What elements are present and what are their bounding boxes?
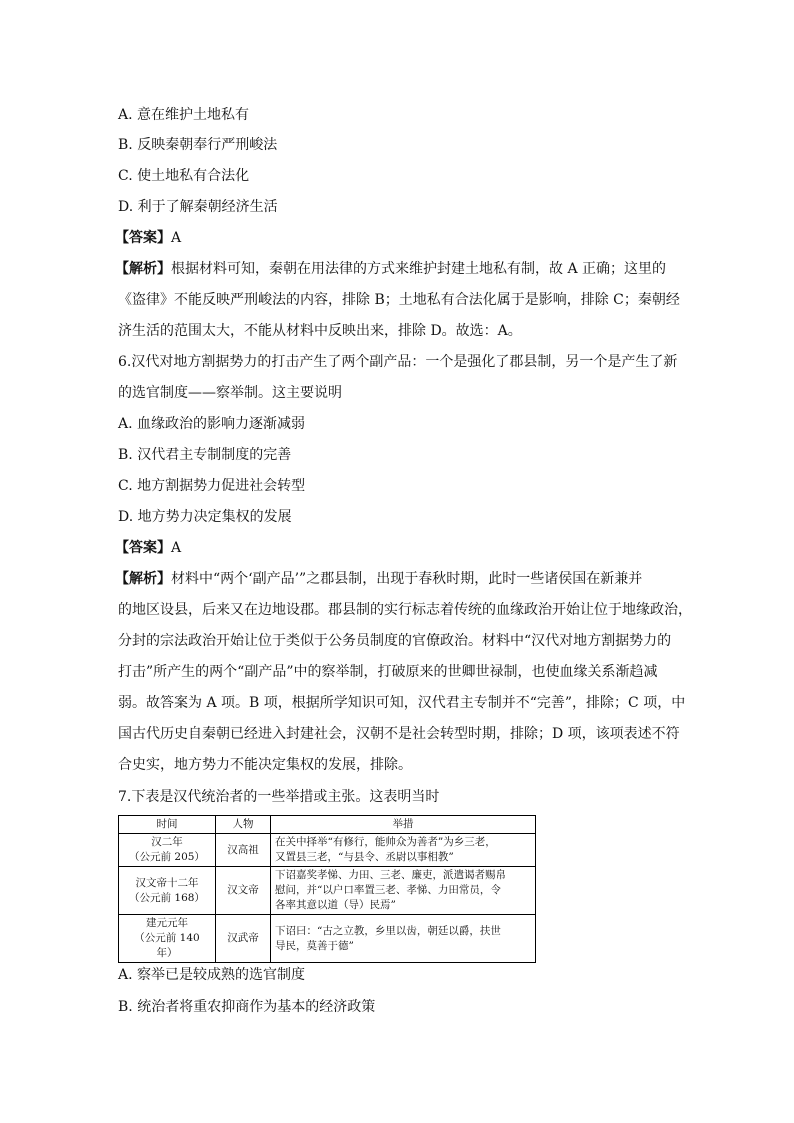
q5-option-c: C. 使土地私有合法化: [118, 168, 250, 184]
q5-analysis-label: 【解析】: [115, 261, 171, 277]
q5-analysis-line-2: 《盗律》不能反映严刑峻法的内容，排除 B；土地私有合法化属于是影响，排除 C；秦朝经: [118, 292, 680, 308]
table-row: [119, 915, 536, 963]
q7-option-b: B. 统治者将重农抑商作为基本的经济政策: [118, 999, 376, 1015]
q6-option-d: D. 地方势力决定集权的发展: [118, 509, 292, 525]
header-measure: 举措: [271, 816, 536, 834]
cell-person: 汉高祖: [216, 834, 271, 867]
q5-answer-value: A: [171, 230, 182, 246]
cell-time: 建元元年 （公元前 140 年）: [119, 915, 216, 963]
cell-measure: 下诏嘉奖孝悌、力田、三老、廉吏，派遣谒者赐帛 慰问，并“以户口率置三老、孝悌、力田常员，令 各率其意以道（导）民焉”: [271, 867, 536, 915]
cell-measure: 在关中择举“有修行，能帅众为善者”为乡三老， 又置县三老，“与县令、丞尉以事相教”: [271, 834, 536, 867]
table-row: [119, 834, 536, 867]
q6-analysis-line-2: 的地区设县，后来又在边地设郡。郡县制的实行标志着传统的血缘政治开始让位于地缘政治，: [118, 602, 692, 618]
q6-answer: [115, 538, 181, 558]
q6-answer-label: 【答案】: [115, 540, 171, 556]
q5-option-d: D. 利于了解秦朝经济生活: [118, 199, 278, 215]
q5-analysis-line-1: 【解析】根据材料可知，秦朝在用法律的方式来维护封建土地私有制，故 A 正确；这里的: [115, 261, 667, 277]
header-person: 人物: [216, 816, 271, 834]
cell-person: 汉文帝: [216, 867, 271, 915]
cell-person: 汉武帝: [216, 915, 271, 963]
q6-analysis-line-4: 打击”所产生的两个“副产品”中的察举制，打破原来的世卿世禄制，也使血缘关系渐趋减: [118, 664, 658, 680]
q7-stem: 7.下表是汉代统治者的一些举措或主张。这表明当时: [118, 789, 440, 805]
q6-analysis-line-7: 合史实，地方势力不能决定集权的发展，排除。: [118, 757, 412, 773]
cell-time: 汉二年 （公元前 205）: [119, 834, 216, 867]
q6-analysis-line-3: 分封的宗法政治开始让位于类似于公务员制度的官僚政治。材料中“汉代对地方割据势力的: [118, 633, 672, 649]
table-row: [119, 867, 536, 915]
q6-analysis-label: 【解析】: [115, 571, 171, 587]
q7-option-a: A. 察举已是较成熟的选官制度: [118, 967, 306, 983]
q6-analysis-line-5: 弱。故答案为 A 项。B 项，根据所学知识可知，汉代君主专制并不“完善”，排除；C 项，中: [118, 695, 686, 711]
q5-option-a: A. 意在维护土地私有: [118, 107, 250, 123]
q5-answer: [115, 228, 181, 248]
q6-option-c: C. 地方割据势力促进社会转型: [118, 478, 306, 494]
q5-answer-label: 【答案】: [115, 230, 171, 246]
table-header-row: [119, 816, 536, 834]
q6-analysis-line-6: 国古代历史自秦朝已经进入封建社会，汉朝不是社会转型时期，排除；D 项，该项表述不符: [118, 726, 680, 742]
q6-stem-line-1: 6.汉代对地方割据势力的打击产生了两个副产品：一个是强化了郡县制，另一个是产生了新: [118, 354, 678, 370]
q6-option-a: A. 血缘政治的影响力逐渐减弱: [118, 416, 306, 432]
q5-analysis-line-3: 济生活的范围太大，不能从材料中反映出来，排除 D。故选：A。: [118, 323, 522, 339]
q5-option-b: B. 反映秦朝奉行严刑峻法: [118, 137, 278, 153]
q6-option-b: B. 汉代君主专制制度的完善: [118, 447, 292, 463]
q7-table: [118, 815, 536, 963]
cell-time: 汉文帝十二年 （公元前 168）: [119, 867, 216, 915]
q6-answer-value: A: [171, 540, 182, 556]
q6-analysis-line-1: 【解析】材料中“两个‘副产品’”之郡县制，出现于春秋时期，此时一些诸侯国在新兼并: [115, 571, 643, 587]
header-time: 时间: [119, 816, 216, 834]
cell-measure: 下诏曰：“古之立教，乡里以齿，朝廷以爵，扶世 导民，莫善于德”: [271, 915, 536, 963]
q6-stem-line-2: 的选官制度——察举制。这主要说明: [118, 385, 342, 401]
